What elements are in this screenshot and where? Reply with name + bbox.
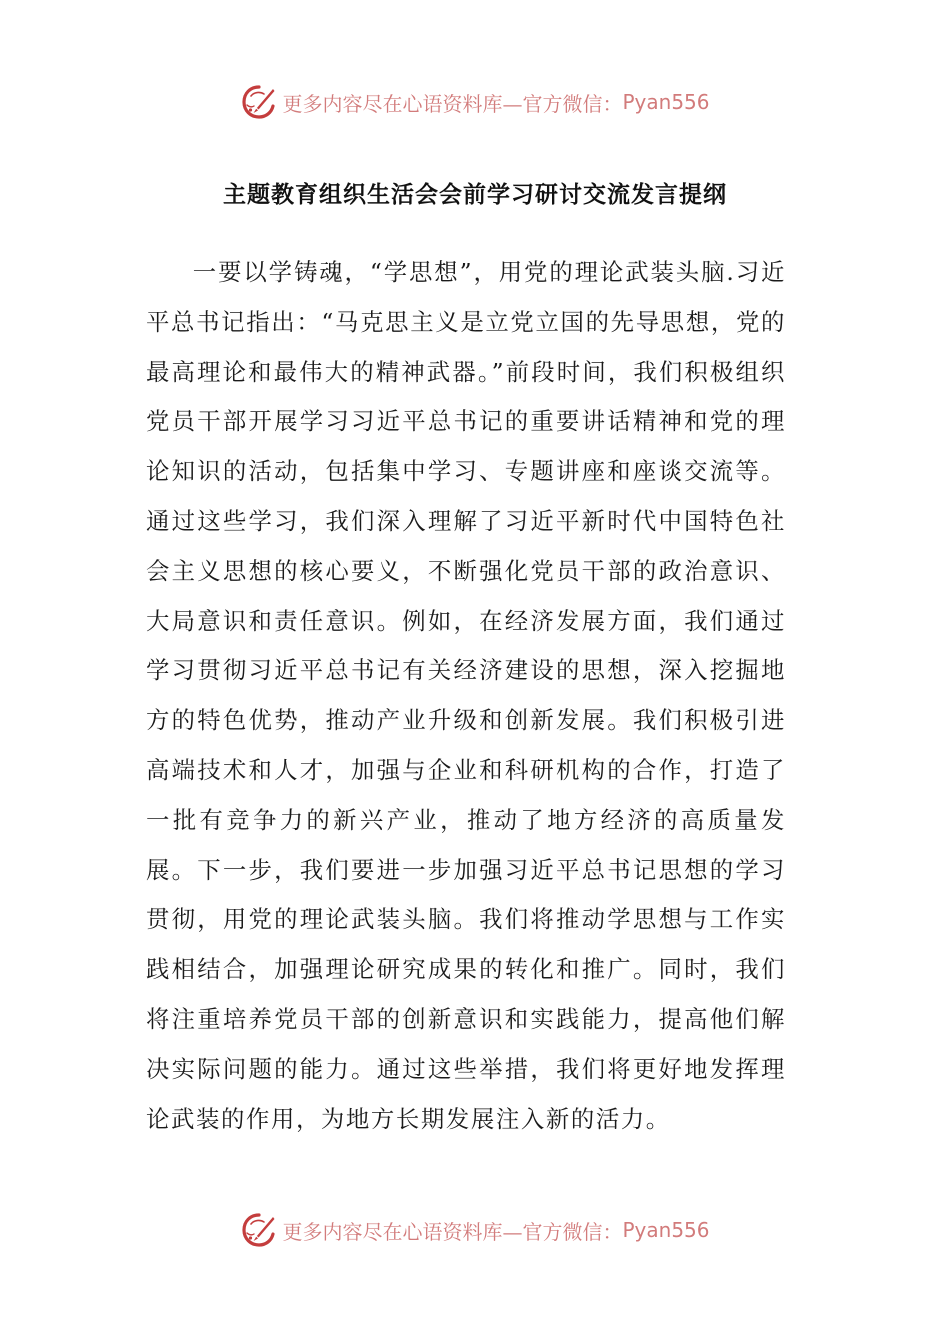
document-title: 主题教育组织生活会会前学习研讨交流发言提纲 bbox=[223, 182, 727, 208]
footer-banner bbox=[0, 1208, 950, 1252]
body-paragraph: 一要以学铸魂，“学思想”，用党的理论武装头脑.习近平总书记指出：“马克思主义是立党立国的先导思想，党的最高理论和最伟大的精神武器。”前段时间，我们积极组织党员干部开展学习习近平总书记的重要讲话精神和党的理论知识的活动，包括集中学习、专题讲座和座谈交流等。通过这些学习，我们深入理解了习近平新时代中国特色社会主义思想的核心要义，不断强化党员干部的政治意识、大局意识和责任意识。例如，在经济发展方面，我们通过学习贯彻习近平总书记有关经济建设的思想，深入挖掘地方的特色优势，推动产业升级和创新发展。我们积极引进高端技术和人才，加强与企业和科研机构的合作，打造了一批有竞争力的新兴产业，推动了地方经济的高质量发展。下一步，我们要进一步加强习近平总书记思想的学习贯彻，用党的理论武装头脑。我们将推动学思想与工作实践相结合，加强理论研究成果的转化和推广。同时，我们将注重培养党员干部的创新意识和实践能力，提高他们解决实际问题的能力。通过这些举措，我们将更好地发挥理论武装的作用，为地方长期发展注入新的活力。 bbox=[146, 258, 786, 1133]
banner-text: 更多内容尽在心语资料库—官方微信： bbox=[282, 1219, 623, 1244]
wechat-id: Pyan556 bbox=[622, 1218, 710, 1242]
pen-circle-logo-icon bbox=[240, 1211, 278, 1249]
banner-text: 更多内容尽在心语资料库—官方微信： bbox=[282, 91, 623, 116]
wechat-id: Pyan556 bbox=[622, 90, 710, 114]
header-banner bbox=[0, 80, 950, 124]
pen-circle-logo-icon bbox=[240, 83, 278, 121]
